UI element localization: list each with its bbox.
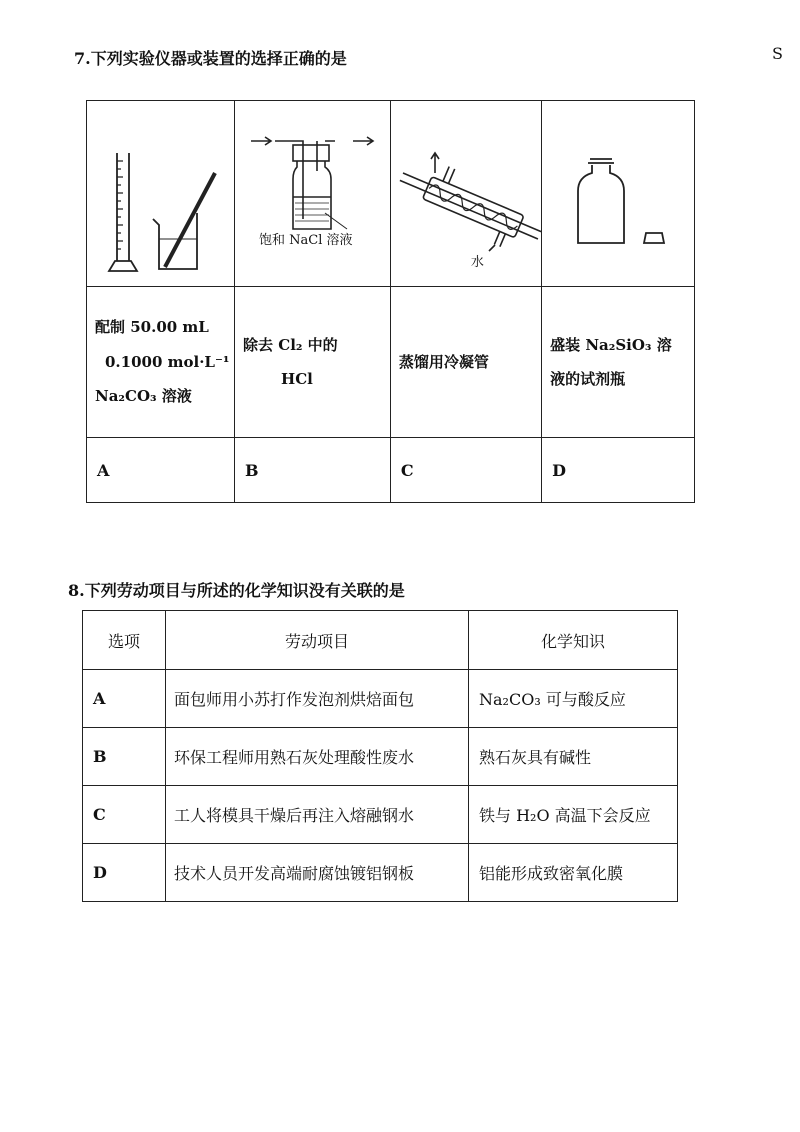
table-row	[83, 728, 678, 786]
reagent-bottle-illustration	[542, 101, 695, 286]
row-knowledge: 铝能形成致密氧化膜	[469, 844, 678, 902]
question-8-table	[82, 610, 678, 902]
margin-mark: S	[772, 44, 783, 63]
question-7-title: 7.下列实验仪器或装置的选择正确的是	[74, 49, 347, 68]
option-b-description	[235, 287, 391, 438]
row-option: B	[83, 728, 166, 786]
figure-cell-b	[235, 101, 391, 287]
row-activity: 环保工程师用熟石灰处理酸性废水	[166, 728, 469, 786]
table-row	[83, 670, 678, 728]
question-7-table	[86, 100, 695, 503]
gas-washing-bottle-illustration	[235, 101, 391, 286]
wash-bottle-solution-label: 饱和 NaCl 溶液	[259, 233, 353, 248]
header-knowledge: 化学知识	[469, 611, 678, 670]
option-c-letter: C	[390, 438, 541, 503]
option-d-line-1: 盛装 Na₂SiO₃ 溶	[550, 335, 672, 354]
option-d-line-2: 液的试剂瓶	[550, 370, 626, 388]
header-activity: 劳动项目	[166, 611, 469, 670]
question-8-title: 8.下列劳动项目与所述的化学知识没有关联的是	[68, 581, 405, 600]
table-row	[83, 786, 678, 844]
option-a-line-3: Na₂CO₃ 溶液	[95, 387, 192, 406]
option-c-description	[390, 287, 541, 438]
option-b-line-2: HCl	[281, 370, 313, 388]
row-option: A	[83, 670, 166, 728]
option-a-line-1: 配制 50.00 mL	[95, 318, 209, 337]
option-d-letter: D	[542, 438, 695, 503]
row-activity: 技术人员开发高端耐腐蚀镀铝钢板	[166, 844, 469, 902]
option-d-description	[542, 287, 695, 438]
option-a-letter: A	[87, 438, 235, 503]
row-option: C	[83, 786, 166, 844]
condenser-water-label: 水	[470, 255, 484, 270]
figure-cell-a	[87, 101, 235, 287]
option-a-line-2: 0.1000 mol·L⁻¹	[105, 352, 230, 371]
row-knowledge: 熟石灰具有碱性	[469, 728, 678, 786]
option-c-line-1: 蒸馏用冷凝管	[398, 352, 489, 371]
figure-cell-d	[542, 101, 695, 287]
option-b-line-1: 除去 Cl₂ 中的	[243, 335, 338, 354]
row-option: D	[83, 844, 166, 902]
option-b-letter: B	[235, 438, 391, 503]
row-activity: 工人将模具干燥后再注入熔融钢水	[166, 786, 469, 844]
graduated-cylinder-beaker-illustration	[87, 101, 235, 286]
row-activity: 面包师用小苏打作发泡剂烘焙面包	[166, 670, 469, 728]
option-a-description	[87, 287, 235, 438]
header-option: 选项	[83, 611, 166, 670]
table-row	[83, 844, 678, 902]
row-knowledge: 铁与 H₂O 高温下会反应	[469, 786, 678, 844]
figure-cell-c	[390, 101, 541, 287]
row-knowledge: Na₂CO₃ 可与酸反应	[469, 670, 678, 728]
condenser-illustration	[391, 101, 543, 286]
